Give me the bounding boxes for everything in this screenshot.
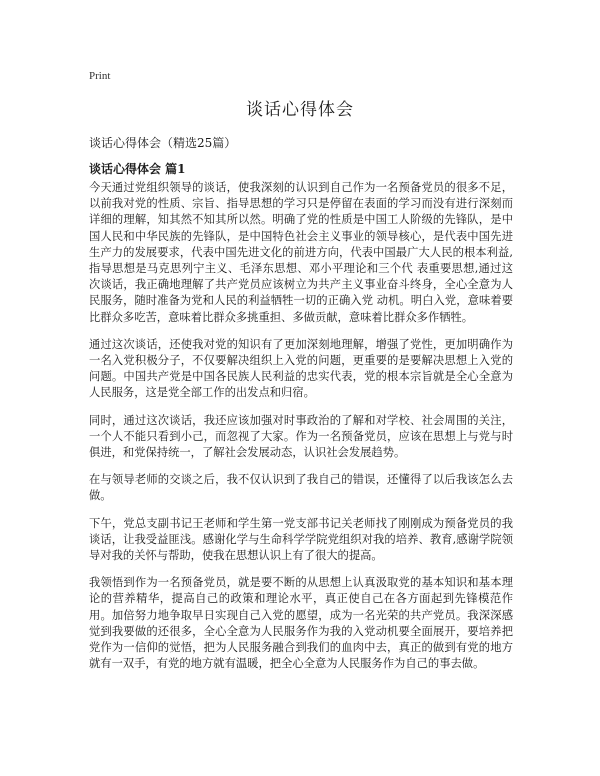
document-subtitle: 谈话心得体会（精选25篇） <box>89 136 237 150</box>
paragraph: 在与领导老师的交谈之后，我不仅认识到了我自己的错误，还懂得了以后我该怎么去做。 <box>89 473 513 503</box>
print-link[interactable]: Print <box>89 70 111 82</box>
paragraph: 同时，通过这次谈话，我还应该加强对时事政治的了解和对学校、社会周围的关注，一个人不能只看到小己，而忽视了大家。作为一名预备党员，应该在思想上与党与时俱进，和党保持统一，了解社会发展动态，认识社会发展趋势。 <box>89 413 513 460</box>
section-heading: 谈话心得体会 篇1 <box>89 162 186 176</box>
article-body <box>89 180 513 683</box>
paragraph: 下午，党总支副书记王老师和学生第一党支部书记关老师找了刚刚成为预备党员的我谈话，让我受益匪浅。感谢化学与生命科学学院党组织对我的培养、教育,感谢学院领导对我的关怀与帮助，使我在思想认识上有了很大的提高。 <box>89 516 513 563</box>
page-title: 谈话心得体会 <box>246 100 354 120</box>
paragraph: 通过这次谈话，还使我对党的知识有了更加深刻地理解，增强了党性，更加明确作为一名入党积极分子，不仅要解决组织上入党的问题，更重要的是要解决思想上入党的问题。中国共产党是中国各民族人民利益的忠实代表，党的根本宗旨就是全心全意为人民服务，这是党全部工作的出发点和归宿。 <box>89 337 513 400</box>
paragraph: 我领悟到作为一名预备党员，就是要不断的从思想上认真汲取党的基本知识和基本理论的营养精华，提高自己的政策和理论水平，真正使自己在各方面起到先锋模范作用。加倍努力地争取早日实现自己入党的愿望，成为一名光荣的共产党员。我深深感觉到我要做的还很多，全心全意为人民服务作为我的入党动机要全面展开，要培养把党作为一信仰的觉悟，把为人民服务融合到我们的血肉中去，真正的做到有党的地方就有一双手，有党的地方就有温暖，把全心全意为人民服务作为自己的事去做。 <box>89 576 513 671</box>
paragraph: 今天通过党组织领导的谈话，使我深刻的认识到自己作为一名预备党员的很多不足，以前我对党的性质、宗旨、指导思想的学习只是停留在表面的学习而没有进行深刻而详细的理解，知其然不知其所以然。明确了党的性质是中国工人阶级的先锋队，是中国人民和中华民族的先锋队，是中国特色社会主义事业的领导核心，是代表中国先进生产力的发展要求，代表中国先进文化的前进方向，代表中国最广大人民的根本利益,指导思想是马克思列宁主义、毛泽东思想、邓小平理论和三个代 表重要思想,通过这次谈话，我正确地理解了共产党员应该树立为共产主义事业奋斗终身，全心全意为人民服务，随时准备为党和人民的利益牺牲一切的正确入党 动机。明白入党，意味着要比群众多吃苦，意味着比群众多挑重担、多做贡献，意味着比群众多作牺牲。 <box>89 181 513 324</box>
